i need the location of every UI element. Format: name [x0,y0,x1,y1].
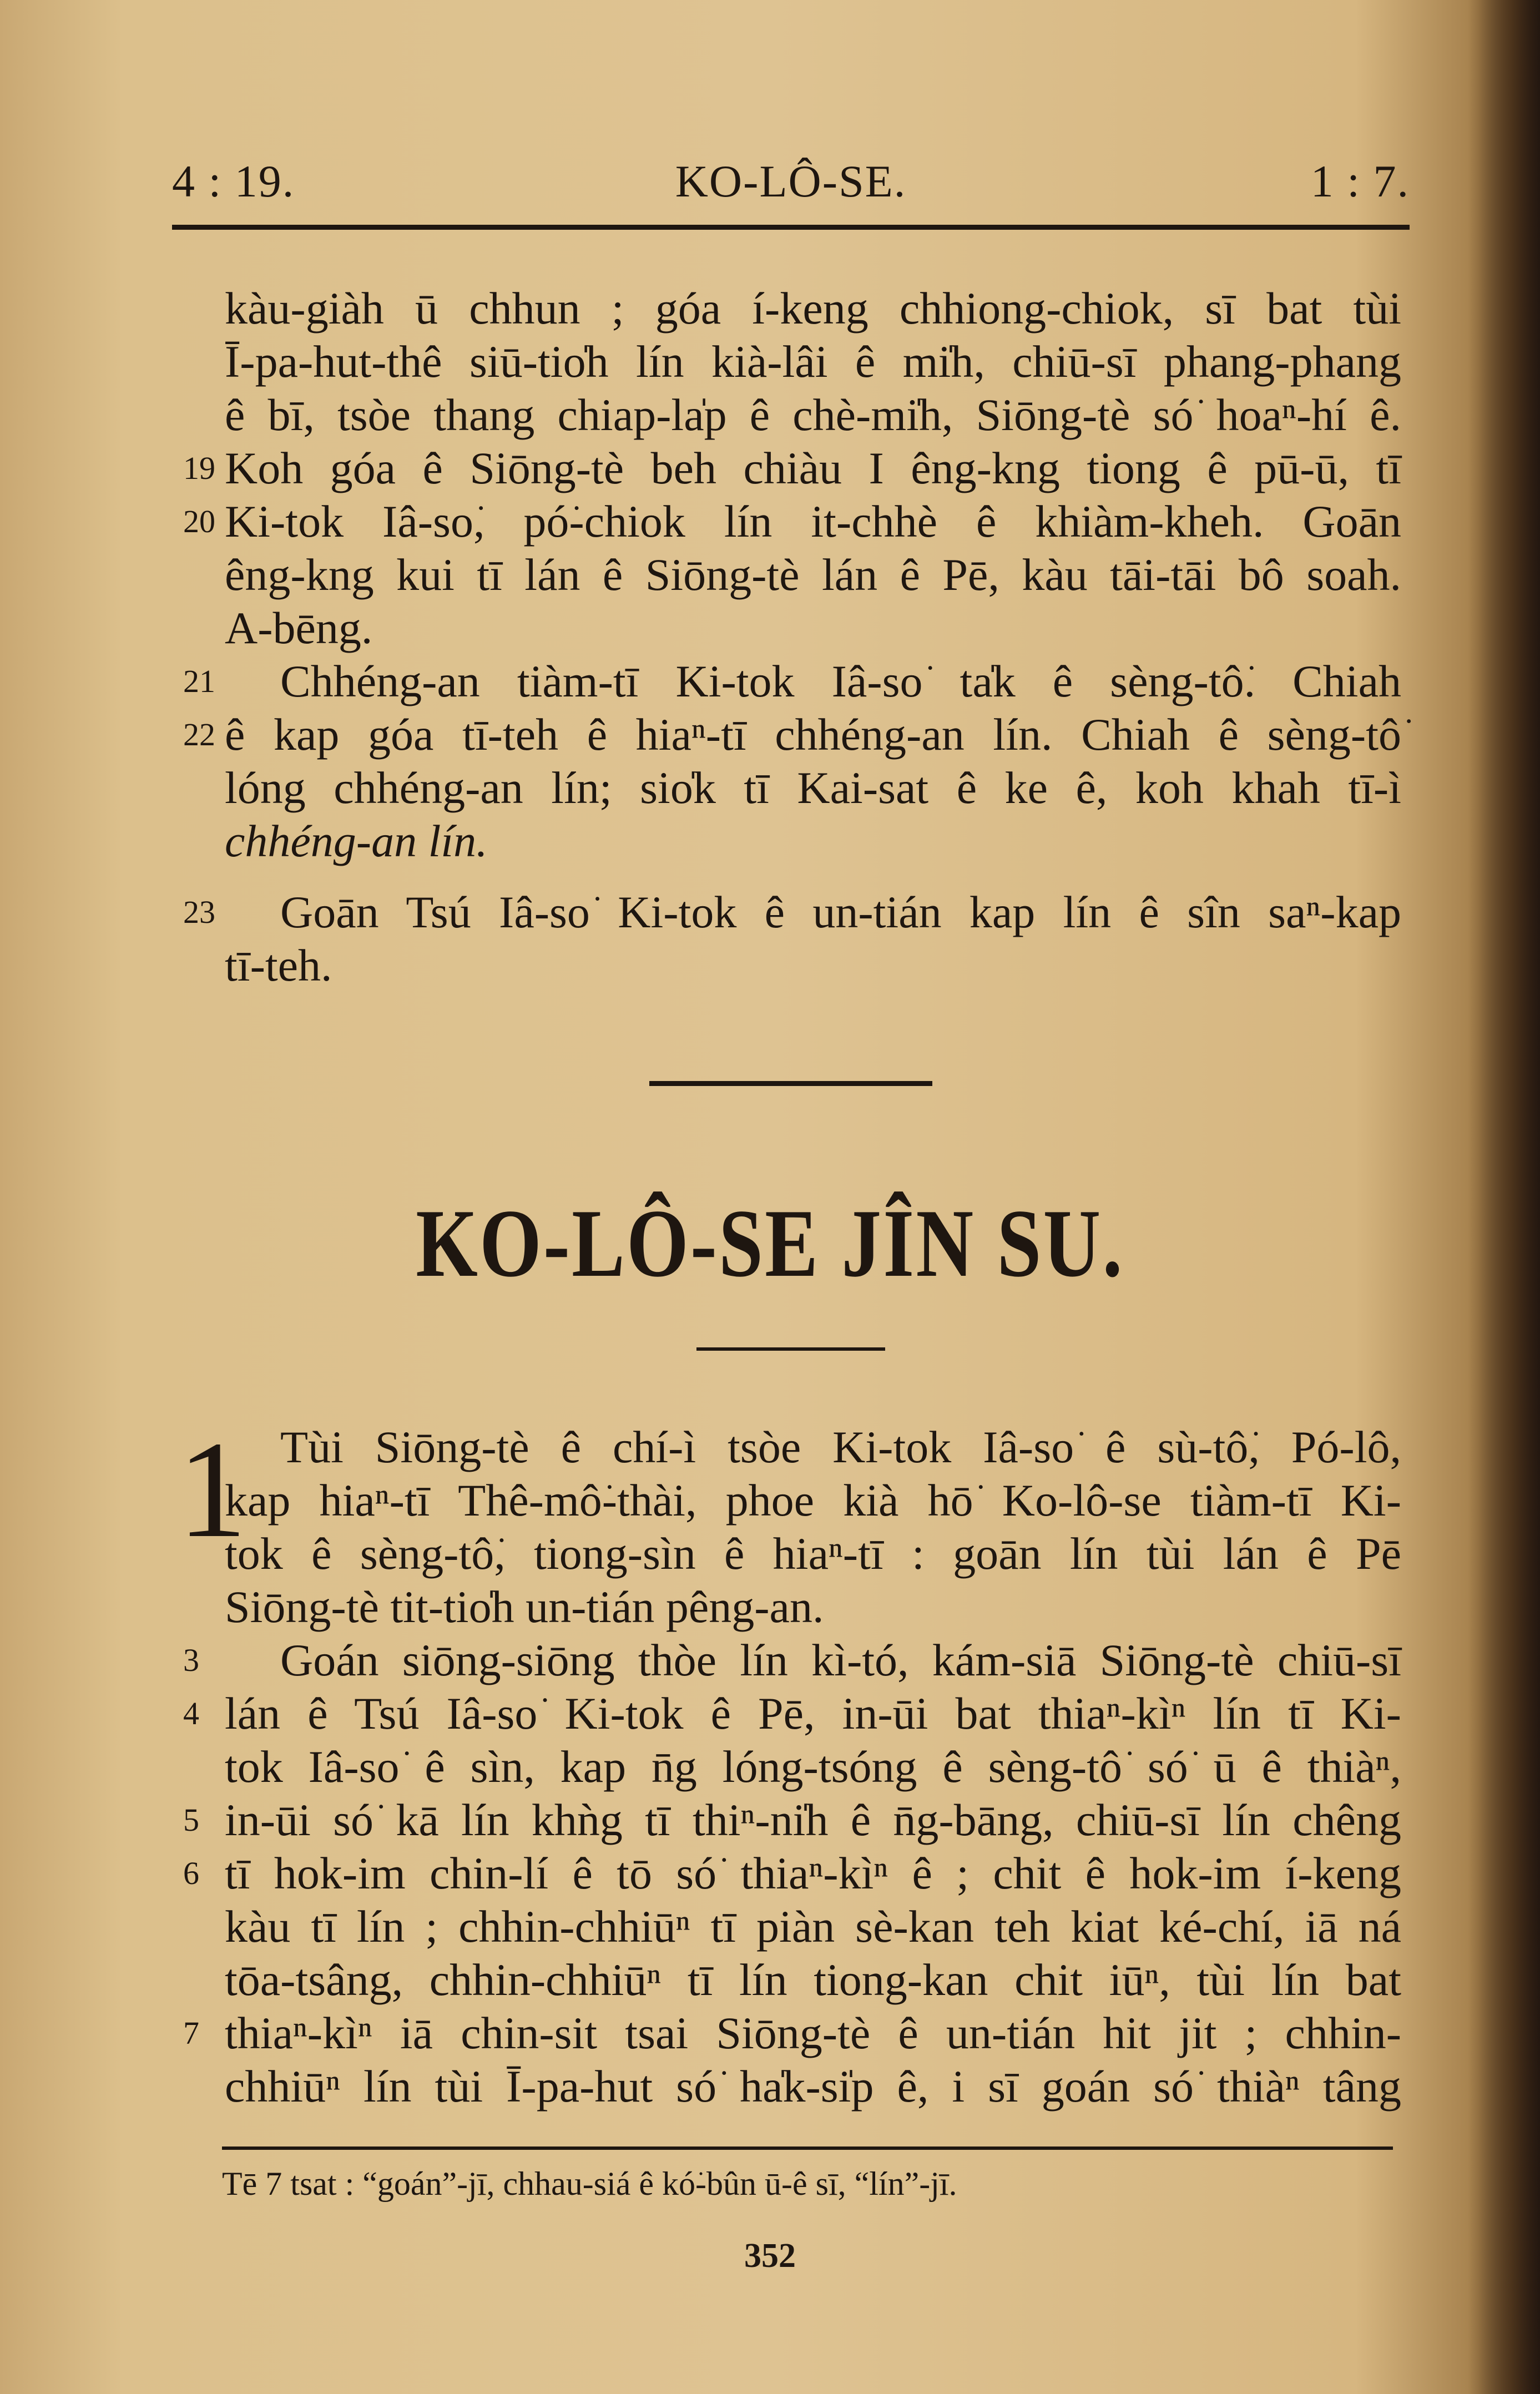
text-line: Siōng-tè tit-tio̍h un-tián pêng-an. [225,1582,824,1632]
page-spine-shadow [1468,0,1540,2394]
text-line: Ki-tok Iâ-so͘, pó͘-chiok lín it-chhè ê khiàm-kheh. Goān [225,496,1401,547]
verse-number: 22 [183,716,215,752]
running-head-right: 1 : 7. [1310,156,1410,206]
footnote-rule [222,2146,1393,2150]
verse-number: 6 [183,1855,199,1891]
verse-number: 7 [183,2015,199,2051]
text-line: chhiūⁿ lín tùi Ī-pa-hut só͘ ha̍k-si̍p ê, i sī goán só͘ thiàⁿ tâng [225,2061,1401,2112]
text-line: ê bī, tsòe thang chiap-la̍p ê chè-mi̍h, Siōng-tè só͘ hoaⁿ-hí ê. [225,390,1401,440]
text-line: lóng chhéng-an lín; sio̍k tī Kai-sat ê ke ê, koh khah tī-ì [225,762,1401,813]
text-line: kàu-giàh ū chhun ; góa í-keng chhiong-chiok, sī bat tùi [225,283,1401,334]
text-line: êng-kng kui tī lán ê Siōng-tè lán ê Pē, kàu tāi-tāi bô soah. [225,549,1401,600]
text-line: lán ê Tsú Iâ-so͘ Ki-tok ê Pē, in-ūi bat thiaⁿ-kìⁿ lín tī Ki- [225,1688,1401,1739]
text-line: tōa-tsâng, chhin-chhiūⁿ tī lín tiong-kan chit iūⁿ, tùi lín bat [225,1954,1401,2005]
verse-number: 5 [183,1802,199,1838]
text-line: Chhéng-an tiàm-tī Ki-tok Iâ-so͘ ta̍k ê sèng-tô͘. Chiah [280,656,1401,706]
text-line: tok Iâ-so͘ ê sìn, kap n̄g lóng-tsóng ê sèng-tô͘ só͘ ū ê thiàⁿ, [225,1741,1401,1792]
chapter-number: 1 [178,1413,247,1567]
header-rule [172,225,1410,230]
text-line: Tùi Siōng-tè ê chí-ì tsòe Ki-tok Iâ-so͘ ê sù-tô͘, Pó-lô, [280,1422,1401,1472]
text-line: thiaⁿ-kìⁿ iā chin-sit tsai Siōng-tè ê un-tián hit jit ; chhin- [225,2008,1401,2058]
title-rule [696,1347,885,1351]
book-title: KO-LÔ-SE JÎN SU. [416,1189,1124,1297]
page-number: 352 [744,2237,796,2275]
verse-number: 3 [183,1642,199,1678]
text-line: kàu tī lín ; chhin-chhiūⁿ tī piàn sè-kan teh kiat ké-chí, iā ná [225,1901,1401,1952]
text-line: kap hiaⁿ-tī Thê-mô͘-thài, phoe kià hō͘ Ko-lô-se tiàm-tī Ki- [225,1475,1401,1526]
text-line: Goán siōng-siōng thòe lín kì-tó, kám-siā Siōng-tè chiū-sī [280,1635,1401,1685]
text-line: tī hok-im chin-lí ê tō só͘ thiaⁿ-kìⁿ ê ; chit ê hok-im í-keng [225,1848,1401,1898]
verse-number: 20 [183,503,215,539]
running-head-left: 4 : 19. [172,156,295,206]
text-line: tok ê sèng-tô͘, tiong-sìn ê hiaⁿ-tī : goān lín tùi lán ê Pē [225,1528,1401,1579]
text-line: Ī-pa-hut-thê siū-tio̍h lín kià-lâi ê mi̍h, chiū-sī phang-phang [225,336,1401,387]
text-line: tī-teh. [225,940,332,991]
text-line: chhéng-an lín. [225,816,488,866]
running-head [172,155,1410,216]
verse-number: 23 [183,894,215,930]
text-line: ê kap góa tī-teh ê hiaⁿ-tī chhéng-an lín. Chiah ê sèng-tô͘ [225,709,1401,760]
running-head-center: KO-LÔ-SE. [675,156,907,206]
text-line: Goān Tsú Iâ-so͘ Ki-tok ê un-tián kap lín ê sîn saⁿ-kap [280,887,1401,937]
section-divider [649,1081,932,1086]
footnote: Tē 7 tsat : “goán”-jī, chhau-siá ê kó͘-bûn ū-ê sī, “lín”-jī. [222,2165,957,2202]
verse-number: 21 [183,663,215,699]
text-line: A-bēng. [225,603,373,653]
verse-number: 19 [183,450,215,486]
verse-number: 4 [183,1695,199,1731]
text-line: in-ūi só͘ kā lín khǹg tī thiⁿ-ni̍h ê n̄g-bāng, chiū-sī lín chêng [225,1795,1401,1845]
text-line: Koh góa ê Siōng-tè beh chiàu I êng-kng tiong ê pū-ū, tī [225,443,1401,493]
